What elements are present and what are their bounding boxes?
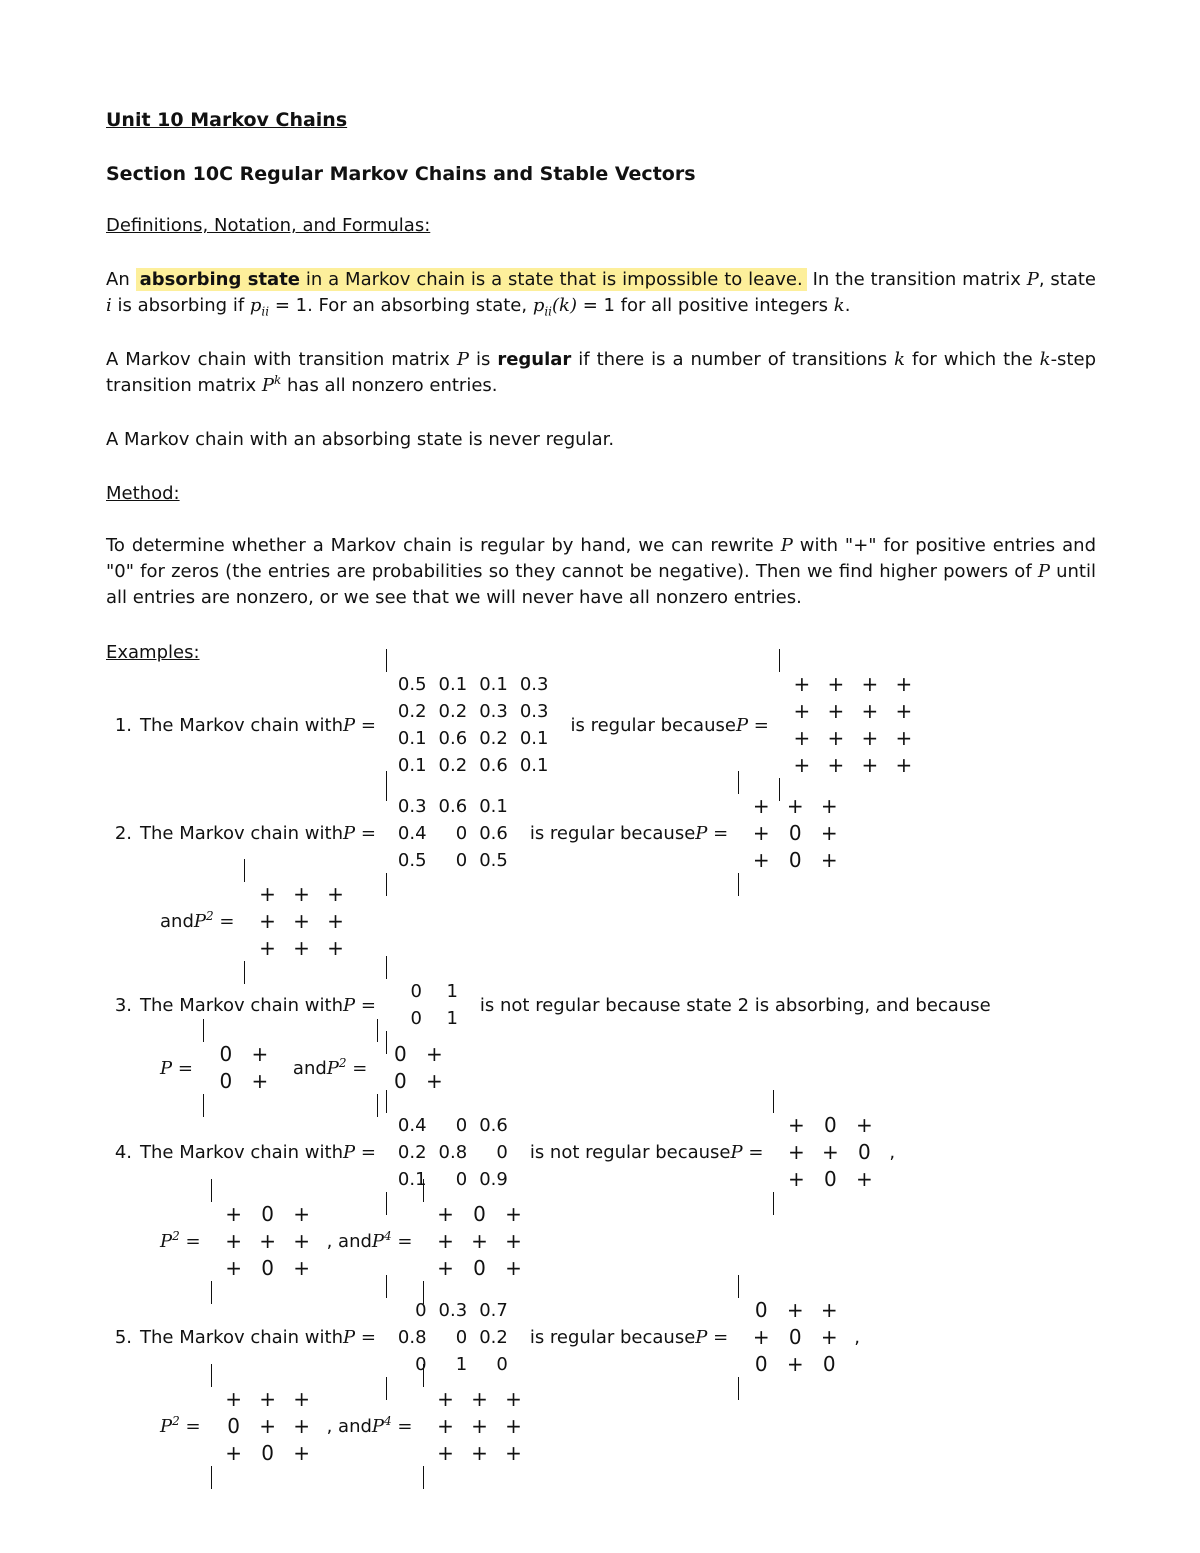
- matrix-left-bracket: [773, 1090, 774, 1113]
- matrix-cell: +: [471, 1441, 488, 1465]
- example-number: 4.: [114, 1142, 132, 1163]
- matrix-cell: 0: [261, 1441, 274, 1465]
- matrix-cell: 0.6: [479, 1115, 508, 1136]
- matrix-cell: +: [788, 1167, 805, 1191]
- matrix-left-bracket: [203, 1019, 204, 1042]
- matrix-cell: 0: [754, 1352, 768, 1376]
- matrix-right-bracket: [738, 1377, 739, 1400]
- matrix-cell: 0.2: [438, 755, 468, 776]
- matrix-cell: 0: [824, 1167, 837, 1191]
- matrix-left-bracket: [244, 859, 245, 882]
- matrix-cell: +: [827, 699, 845, 723]
- matrix-cell: +: [259, 1387, 276, 1411]
- matrix-cell: +: [437, 1387, 454, 1411]
- matrix-cell: +: [752, 848, 770, 872]
- matrix-cell: 0.1: [519, 755, 549, 776]
- matrix-cell: 0.4: [397, 823, 427, 844]
- matrix-e5S: [738, 1276, 852, 1399]
- matrix-e4S: [773, 1091, 887, 1214]
- matrix-cell: +: [793, 699, 811, 723]
- matrix-cell: +: [827, 753, 845, 777]
- matrix-cell: +: [327, 936, 344, 960]
- matrix-cell: 0.1: [479, 796, 508, 817]
- matrix-left-bracket: [211, 1364, 212, 1387]
- matrix-cell: 0: [788, 1325, 802, 1349]
- definition-never-regular: A Markov chain with an absorbing state is never regular.: [106, 429, 615, 450]
- matrix-cell: 0.3: [479, 701, 508, 722]
- matrix-cell: +: [437, 1414, 454, 1438]
- matrix-cell: +: [471, 1414, 488, 1438]
- matrix-cell: 0: [227, 1414, 240, 1438]
- matrix-cell: 0.3: [438, 1300, 468, 1321]
- matrix-right-bracket: [773, 1192, 774, 1215]
- matrix-left-bracket: [386, 956, 387, 979]
- matrix-cell: 0: [788, 821, 802, 845]
- matrix-cell: +: [259, 936, 276, 960]
- matrix-cell: +: [293, 1387, 310, 1411]
- matrix-cell: 0: [415, 1354, 427, 1375]
- matrix-cell: 0.2: [479, 1327, 508, 1348]
- matrix-cell: +: [827, 672, 845, 696]
- matrix-cell: +: [793, 726, 811, 750]
- matrix-cell: +: [788, 1113, 805, 1137]
- matrix-e5S2: [211, 1365, 325, 1488]
- matrix-cell: 0.9: [479, 1169, 508, 1190]
- matrix-cell: 0.6: [479, 755, 508, 776]
- matrix-cell: +: [752, 821, 770, 845]
- matrix-cell: 0: [219, 1042, 233, 1066]
- matrix-cell: +: [861, 726, 879, 750]
- matrix-cell: +: [820, 794, 838, 818]
- matrix-cell: +: [793, 753, 811, 777]
- matrix-right-bracket: [738, 873, 739, 896]
- example-5: 5. The Markov chain with P = 0 0.3 0.7 0.8 0 0.2 0 1 0 is regular because P = 0 + + + 0 + 0 + 0 ,: [106, 1276, 860, 1399]
- matrix-cell: 0: [415, 1300, 427, 1321]
- matrix-cell: 0.3: [397, 796, 427, 817]
- matrix-cell: 0: [473, 1202, 486, 1226]
- matrix-cell: +: [259, 909, 276, 933]
- matrix-right-bracket: [386, 873, 387, 896]
- matrix-cell: +: [471, 1387, 488, 1411]
- matrix-cell: +: [225, 1441, 242, 1465]
- example-number: 5.: [114, 1327, 132, 1348]
- matrix-left-bracket: [738, 1275, 739, 1298]
- matrix-cell: +: [225, 1387, 242, 1411]
- matrix-cell: +: [505, 1387, 522, 1411]
- matrix-cell: +: [786, 794, 804, 818]
- matrix-cell: +: [505, 1229, 522, 1253]
- matrix-left-bracket: [423, 1364, 424, 1387]
- matrix-e2P: [386, 772, 520, 895]
- matrix-cell: 0.8: [438, 1142, 468, 1163]
- matrix-cell: 0.2: [397, 1142, 427, 1163]
- matrix-cell: +: [822, 1140, 839, 1164]
- matrix-cell: 0.6: [438, 796, 468, 817]
- matrix-cell: 1: [455, 1354, 468, 1375]
- matrix-cell: +: [251, 1042, 269, 1066]
- matrix-cell: +: [437, 1256, 454, 1280]
- matrix-cell: 0: [822, 1352, 836, 1376]
- matrix-cell: 0.7: [479, 1300, 508, 1321]
- example-number: 2.: [114, 823, 132, 844]
- matrix-left-bracket: [423, 1179, 424, 1202]
- matrix-cell: 1: [446, 1008, 458, 1029]
- matrix-cell: 0.5: [397, 850, 427, 871]
- matrix-cell: 0.3: [519, 701, 549, 722]
- matrix-cell: +: [426, 1069, 443, 1093]
- matrix-left-bracket: [386, 1090, 387, 1113]
- matrix-cell: 0: [261, 1202, 274, 1226]
- definitions-heading: Definitions, Notation, and Formulas:: [106, 215, 431, 236]
- matrix-cell: +: [505, 1414, 522, 1438]
- matrix-cell: +: [505, 1256, 522, 1280]
- matrix-cell: 0.4: [397, 1115, 427, 1136]
- matrix-right-bracket: [211, 1466, 212, 1489]
- matrix-cell: +: [861, 699, 879, 723]
- matrix-cell: +: [786, 1298, 804, 1322]
- matrix-cell: +: [895, 753, 913, 777]
- matrix-cell: 0.5: [479, 850, 508, 871]
- matrix-cell: +: [293, 909, 310, 933]
- matrix-cell: +: [786, 1352, 804, 1376]
- matrix-left-bracket: [386, 1275, 387, 1298]
- matrix-cell: +: [752, 1325, 770, 1349]
- section-title: Section 10C Regular Markov Chains and Stable Vectors: [106, 163, 696, 185]
- matrix-cell: 0.5: [397, 674, 427, 695]
- matrix-left-bracket: [779, 649, 780, 672]
- matrix-e2S: [738, 772, 852, 895]
- matrix-cell: +: [327, 882, 344, 906]
- matrix-cell: +: [437, 1441, 454, 1465]
- matrix-cell: +: [293, 1441, 310, 1465]
- matrix-cell: +: [225, 1229, 242, 1253]
- matrix-cell: +: [895, 726, 913, 750]
- matrix-cell: +: [293, 1414, 310, 1438]
- matrix-cell: +: [293, 1256, 310, 1280]
- matrix-cell: 0: [496, 1142, 508, 1163]
- matrix-cell: 0: [455, 823, 468, 844]
- matrix-cell: +: [293, 1229, 310, 1253]
- matrix-cell: +: [895, 672, 913, 696]
- matrix-cell: +: [820, 821, 838, 845]
- matrix-cell: +: [225, 1256, 242, 1280]
- matrix-e5S4: [423, 1365, 537, 1488]
- matrix-cell: +: [820, 1325, 838, 1349]
- matrix-cell: 0: [858, 1140, 871, 1164]
- matrix-cell: +: [225, 1202, 242, 1226]
- matrix-cell: +: [327, 909, 344, 933]
- matrix-cell: 0: [824, 1113, 837, 1137]
- matrix-cell: +: [895, 699, 913, 723]
- matrix-cell: 0.1: [519, 728, 549, 749]
- matrix-cell: +: [293, 882, 310, 906]
- example-2: 2. The Markov chain with P = 0.3 0.6 0.1 0.4 0 0.6 0.5 0 0.5 is regular because P = + + + + 0 + + 0 +: [106, 772, 862, 895]
- matrix-right-bracket: [423, 1466, 424, 1489]
- matrix-cell: +: [259, 882, 276, 906]
- matrix-cell: +: [426, 1042, 443, 1066]
- matrix-cell: +: [505, 1202, 522, 1226]
- matrix-cell: +: [259, 1229, 276, 1253]
- matrix-cell: 0: [410, 981, 422, 1002]
- matrix-left-bracket: [738, 771, 739, 794]
- matrix-cell: 0: [219, 1069, 233, 1093]
- matrix-cell: 0.1: [397, 728, 427, 749]
- example-5-continued: $P^2$ = + + + 0 + + + 0 + , and $P^4$ = + + + + + + + + +: [160, 1365, 547, 1488]
- method-heading: Method:: [106, 483, 180, 504]
- matrix-cell: +: [788, 1140, 805, 1164]
- matrix-cell: 0.6: [438, 728, 468, 749]
- matrix-cell: 0: [455, 1169, 468, 1190]
- matrix-cell: 0: [473, 1256, 486, 1280]
- matrix-cell: 1: [446, 981, 458, 1002]
- matrix-cell: 0: [754, 1298, 768, 1322]
- matrix-cell: +: [505, 1441, 522, 1465]
- example-3: 3. The Markov chain with P = 0 1 0 1 is not regular because state 2 is absorbing, and because: [106, 957, 991, 1053]
- matrix-cell: 0.2: [438, 701, 468, 722]
- matrix-cell: +: [793, 672, 811, 696]
- matrix-left-bracket: [386, 649, 387, 672]
- matrix-cell: +: [437, 1229, 454, 1253]
- matrix-cell: 0: [394, 1042, 407, 1066]
- matrix-cell: +: [827, 726, 845, 750]
- matrix-cell: +: [861, 672, 879, 696]
- matrix-cell: 0.3: [519, 674, 549, 695]
- matrix-cell: 0: [455, 850, 468, 871]
- matrix-cell: +: [752, 794, 770, 818]
- example-2-continued: and $P^2$ = + + + + + + + + +: [160, 860, 368, 983]
- matrix-cell: +: [251, 1069, 269, 1093]
- matrix-left-bracket: [377, 1019, 378, 1042]
- example-4-continued: $P^2$ = + 0 + + + + + 0 + , and $P^4$ = + 0 + + + + + 0 +: [160, 1180, 547, 1303]
- matrix-cell: 0.2: [479, 728, 508, 749]
- matrix-cell: 0: [496, 1354, 508, 1375]
- example-3-continued: P = 0 + 0 + and $P^2$ = 0 + 0 +: [160, 1020, 467, 1116]
- example-number: 1.: [114, 714, 132, 736]
- definition-regular: A Markov chain with transition matrix P is regular if there is a number of transitions k for which the k-step transition matrix $P^k$ has all nonzero entries.: [106, 349, 1096, 396]
- matrix-cell: 0: [261, 1256, 274, 1280]
- example-1: 1. The Markov chain with P = 0.5 0.1 0.1 0.3 0.2 0.2 0.3 0.3 0.1 0.6 0.2 0.1 0.1 0.2 0.6 0.1 is regular because P = + + + + + + + + + + + + + + + +: [106, 650, 937, 800]
- matrix-cell: +: [820, 1298, 838, 1322]
- matrix-left-bracket: [211, 1179, 212, 1202]
- example-4: 4. The Markov chain with P = 0.4 0 0.6 0.2 0.8 0 0.1 0 0.9 is not regular because P = + 0 + + + 0 + 0 + ,: [106, 1091, 895, 1214]
- matrix-cell: +: [293, 1202, 310, 1226]
- matrix-cell: +: [437, 1202, 454, 1226]
- matrix-cell: 0.8: [397, 1327, 427, 1348]
- matrix-cell: 0: [788, 848, 802, 872]
- matrix-cell: 0.1: [479, 674, 508, 695]
- matrix-cell: +: [856, 1113, 873, 1137]
- unit-title: Unit 10 Markov Chains: [106, 109, 348, 131]
- matrix-cell: 0: [394, 1069, 407, 1093]
- matrix-cell: 0.1: [438, 674, 468, 695]
- matrix-cell: +: [293, 936, 310, 960]
- matrix-cell: +: [856, 1167, 873, 1191]
- example-number: 3.: [114, 994, 132, 1016]
- definition-absorbing-state: An absorbing state in a Markov chain is a state that is impossible to leave. In the transition matrix P, state i is absorbing if $p_{ii} = 1$. For an absorbing state, $p_{ii}(k) = 1$ for all positive integers k.: [106, 269, 1097, 319]
- matrix-cell: 0.1: [397, 1169, 427, 1190]
- matrix-cell: 0.1: [397, 755, 427, 776]
- matrix-cell: 0: [410, 1008, 422, 1029]
- examples-heading: Examples:: [106, 642, 200, 663]
- method-paragraph: To determine whether a Markov chain is regular by hand, we can rewrite P with "+" for positive entries and "0" for zeros (the entries are probabilities so they cannot be negative). Then we find higher powers of P until all entries are nonzero, or we see that we will never have all nonzero entries.: [106, 535, 1096, 608]
- matrix-cell: 0: [455, 1115, 468, 1136]
- matrix-cell: +: [820, 848, 838, 872]
- matrix-cell: 0: [455, 1327, 468, 1348]
- matrix-cell: 0.6: [479, 823, 508, 844]
- matrix-cell: +: [259, 1414, 276, 1438]
- matrix-left-bracket: [386, 771, 387, 794]
- matrix-cell: 0.2: [397, 701, 427, 722]
- matrix-cell: +: [471, 1229, 488, 1253]
- matrix-cell: +: [861, 753, 879, 777]
